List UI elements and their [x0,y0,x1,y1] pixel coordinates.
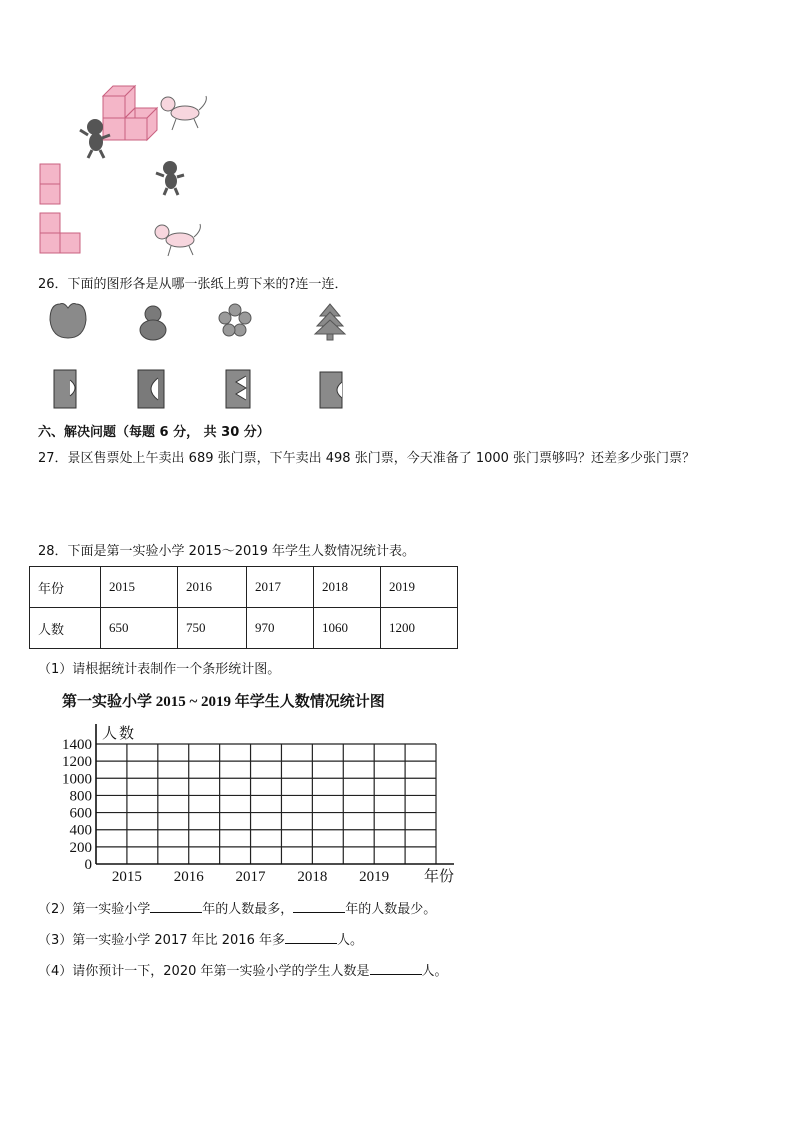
dog-icon [161,96,206,130]
sub2-part-b: 年的人数最多， [202,902,294,917]
stats-table [29,566,458,649]
table-cell: 2019 [381,567,458,608]
table-cell: 1060 [314,608,381,649]
x-tick-label: 2017 [235,869,266,885]
x-axis-label: 年份 [424,869,455,885]
question-28-sub2 [38,898,436,917]
paper-c-icon [226,370,250,408]
paper-a-icon [54,370,76,408]
sub4-part-b: 人。 [421,964,448,979]
sub2-part-a: （2）第一实验小学 [38,902,151,917]
question-26: 26．下面的图形各是从哪一张纸上剪下来的?连一连． [38,277,348,292]
cube-view-figure [30,80,220,260]
table-cell: 2017 [247,567,314,608]
table-cell: 970 [247,608,314,649]
flower-icon [219,304,251,336]
y-axis-label: 人数 [102,726,137,742]
tree-icon [315,304,345,340]
apple-icon [50,304,86,339]
y-tick-label: 800 [69,788,92,805]
table-row [30,608,458,649]
sub3-part-a: （3）第一实验小学 2017 年比 2016 年多 [38,933,285,948]
section-6-heading: 六、解决问题（每题 6 分， 共 30 分） [38,425,270,440]
view-a-shape [40,164,60,204]
x-tick-label: 2016 [173,869,204,885]
question-28-sub3 [38,929,363,948]
row-label-year: 年份 [30,567,101,608]
y-tick-label: 0 [84,857,92,873]
sub4-part-a: （4）请你预计一下，2020 年第一实验小学的学生人数是 [38,964,370,979]
y-tick-label: 1400 [62,737,92,753]
x-tick-label: 2019 [359,869,390,885]
x-tick-label: 2018 [297,869,328,885]
cut-shapes-figure [40,300,360,420]
dog-icon [155,224,200,256]
gourd-icon [140,306,166,340]
answer-blank-least[interactable] [293,900,345,913]
answer-blank-difference[interactable] [285,931,337,944]
view-b-shape [40,213,80,253]
bar-chart-grid [40,718,470,888]
table-row [30,567,458,608]
table-cell: 2015 [101,567,178,608]
paper-d-icon [320,372,342,408]
question-28-sub4 [38,960,448,979]
y-tick-label: 1200 [62,754,92,771]
table-cell: 2018 [314,567,381,608]
sub2-part-c: 年的人数最少。 [345,902,437,917]
paper-b-icon [138,370,164,408]
answer-blank-estimate[interactable] [370,962,422,975]
question-28-sub1: （1）请根据统计表制作一个条形统计图。 [38,662,281,677]
cube-stack [103,86,157,140]
sub3-part-b: 人。 [336,933,363,948]
monkey-icon [156,161,184,195]
y-tick-label: 600 [69,805,92,822]
table-cell: 2016 [178,567,247,608]
answer-blank-most[interactable] [150,900,202,913]
table-cell: 650 [101,608,178,649]
y-tick-label: 400 [69,822,92,839]
table-cell: 1200 [381,608,458,649]
question-27: 27．景区售票处上午卖出 689 张门票，下午卖出 498 张门票，今天准备了 1000 张门票够吗？还差多少张门票？ [38,451,696,466]
row-label-count: 人数 [30,608,101,649]
y-tick-label: 200 [69,839,92,856]
x-tick-label: 2015 [111,869,142,885]
y-tick-label: 1000 [62,771,92,788]
table-cell: 750 [178,608,247,649]
chart-title: 第一实验小学 2015 ~ 2019 年学生人数情况统计图 [62,694,385,710]
question-28-intro: 28．下面是第一实验小学 2015～2019 年学生人数情况统计表。 [38,544,415,559]
